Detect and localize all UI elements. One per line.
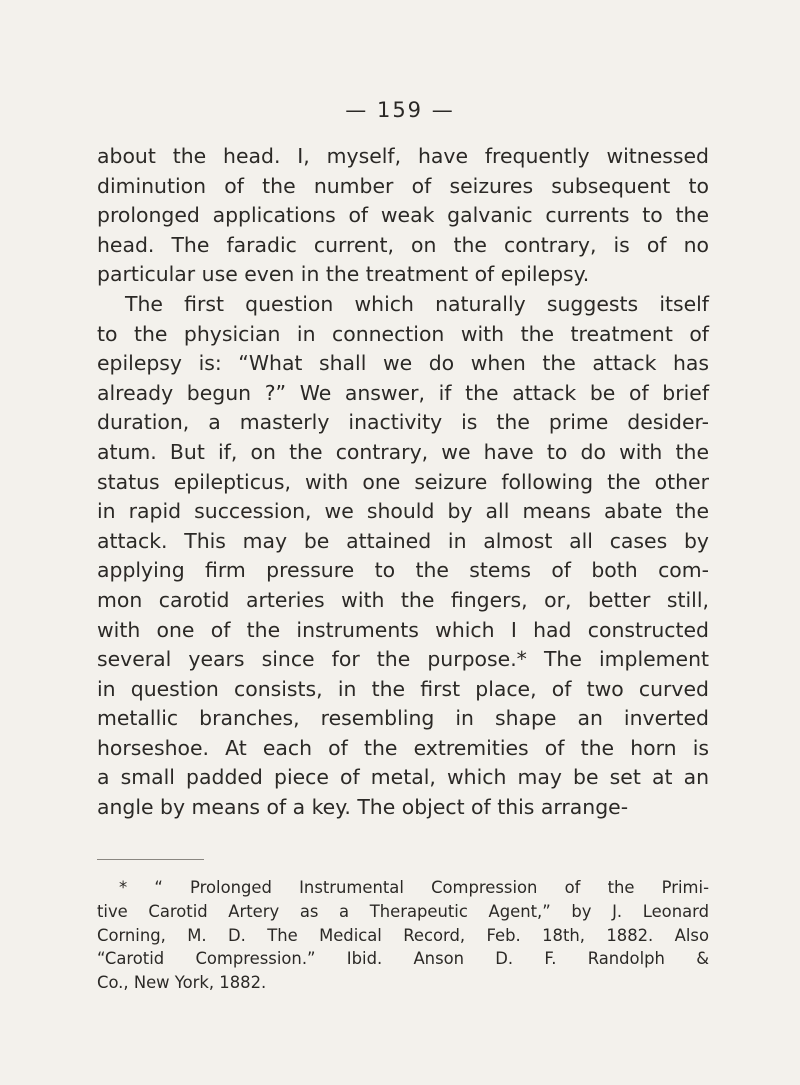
- body-line: mon carotid arteries with the fingers, or, better still,: [97, 587, 709, 612]
- body-line: in rapid succession, we should by all means abate the: [97, 499, 709, 524]
- body-line: metallic branches, resembling in shape an inverted: [97, 706, 709, 731]
- body-line: particular use even in the treatment of epilepsy.: [97, 262, 590, 287]
- body-line: to the physician in connection with the treatment of: [97, 321, 709, 346]
- body-line: angle by means of a key. The object of this arrange-: [97, 795, 629, 820]
- footnote: [97, 876, 709, 995]
- body-line: already begun ?” We answer, if the attack be of brief: [97, 380, 709, 405]
- body-line: in question consists, in the first place, of two curved: [97, 676, 709, 701]
- footnote-divider: [97, 859, 204, 860]
- body-line: a small padded piece of metal, which may be set at an: [97, 765, 709, 790]
- footnote-line: “Carotid Compression.” Ibid. Anson D. F. Randolph &: [97, 949, 709, 969]
- footnote-line: tive Carotid Artery as a Therapeutic Agent,” by J. Leonard: [97, 901, 709, 921]
- body-line: horseshoe. At each of the extremities of the horn is: [97, 735, 709, 760]
- page-number: — 159 —: [345, 98, 455, 122]
- footnote-line: Corning, M. D. The Medical Record, Feb. 18th, 1882. Also: [97, 925, 709, 945]
- body-line: about the head. I, myself, have frequently witnessed: [97, 144, 709, 168]
- body-line: applying firm pressure to the stems of both com-: [97, 558, 709, 583]
- body-line: several years since for the purpose.* The implement: [97, 647, 709, 672]
- body-text: [97, 142, 709, 823]
- body-line: atum. But if, on the contrary, we have to do with the: [97, 439, 709, 464]
- body-line: diminution of the number of seizures subsequent to: [97, 173, 709, 198]
- footnote-line: * “ Prolonged Instrumental Compression of the Primi-: [119, 878, 709, 897]
- body-line: attack. This may be attained in almost all cases by: [97, 528, 709, 553]
- body-line: status epilepticus, with one seizure following the other: [97, 469, 709, 494]
- body-line: duration, a masterly inactivity is the prime desider-: [97, 410, 709, 435]
- body-line: head. The faradic current, on the contrary, is of no: [97, 232, 709, 257]
- body-line: The first question which naturally suggests itself: [125, 291, 709, 316]
- body-line: with one of the instruments which I had constructed: [97, 617, 709, 642]
- footnote-line: Co., New York, 1882.: [97, 973, 267, 993]
- body-line: prolonged applications of weak galvanic currents to the: [97, 203, 709, 228]
- body-line: epilepsy is: “What shall we do when the attack has: [97, 351, 709, 376]
